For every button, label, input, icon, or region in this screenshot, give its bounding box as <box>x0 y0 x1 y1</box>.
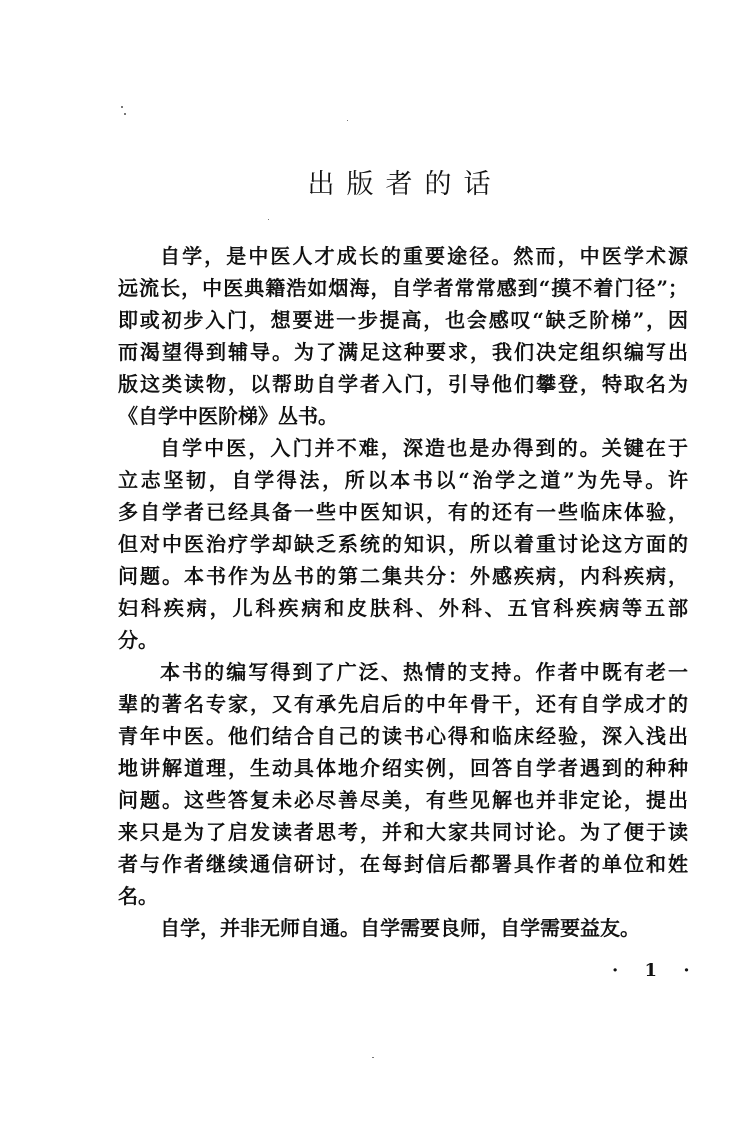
text-line: 名。 <box>118 884 158 908</box>
text-line: 《自学中医阶梯》丛书。 <box>118 404 338 428</box>
text-line: 来只是为了启发读者思考，并和大家共同讨论。为了便于读 <box>118 820 688 844</box>
text-line: 辈的著名专家，又有承先启后的中年骨干，还有自学成才的 <box>118 692 688 716</box>
scan-speck <box>124 113 126 115</box>
text-line: 但对中医治疗学却缺乏系统的知识，所以着重讨论这方面的 <box>118 532 688 556</box>
text-line: 地讲解道理，生动具体地介绍实例，回答自学者遇到的种种 <box>118 756 688 780</box>
page-number: · 1 · <box>612 960 700 981</box>
scan-speck <box>372 1057 374 1058</box>
text-line: 版这类读物，以帮助自学者入门，引导他们攀登，特取名为 <box>118 372 688 396</box>
text-line: 多自学者已经具备一些中医知识，有的还有一些临床体验， <box>118 500 688 524</box>
page-title: 出版者的话 <box>307 169 503 200</box>
scan-speck <box>347 120 348 121</box>
text-line: 自学，是中医人才成长的重要途径。然而，中医学术源 <box>160 244 688 268</box>
paragraph-2 <box>118 432 688 656</box>
document-body <box>118 240 688 944</box>
paragraph-1 <box>118 240 688 432</box>
paragraph-4 <box>118 912 688 944</box>
scan-speck <box>268 219 269 220</box>
text-line: 问题。本书作为丛书的第二集共分：外感疾病，内科疾病， <box>118 564 688 588</box>
text-line: 分。 <box>118 628 158 652</box>
text-line: 远流长，中医典籍浩如烟海，自学者常常感到“摸不着门径”； <box>118 276 688 300</box>
text-line: 青年中医。他们结合自己的读书心得和临床经验，深入浅出 <box>118 724 688 748</box>
text-line: 者与作者继续通信研讨，在每封信后都署具作者的单位和姓 <box>118 852 688 876</box>
text-line: 本书的编写得到了广泛、热情的支持。作者中既有老一 <box>160 660 688 684</box>
text-line: 即或初步入门，想要进一步提高，也会感叹“缺乏阶梯”，因 <box>118 308 688 332</box>
text-line: 自学，并非无师自通。自学需要良师，自学需要益友。 <box>160 916 640 940</box>
paragraph-3 <box>118 656 688 912</box>
text-line: 立志坚韧，自学得法，所以本书以“治学之道”为先导。许 <box>118 468 688 492</box>
scan-speck <box>121 106 123 108</box>
text-line: 而渴望得到辅导。为了满足这种要求，我们决定组织编写出 <box>118 340 688 364</box>
text-line: 妇科疾病，儿科疾病和皮肤科、外科、五官科疾病等五部 <box>118 596 688 620</box>
text-line: 自学中医，入门并不难，深造也是办得到的。关键在于 <box>160 436 688 460</box>
text-line: 问题。这些答复未必尽善尽美，有些见解也并非定论，提出 <box>118 788 688 812</box>
